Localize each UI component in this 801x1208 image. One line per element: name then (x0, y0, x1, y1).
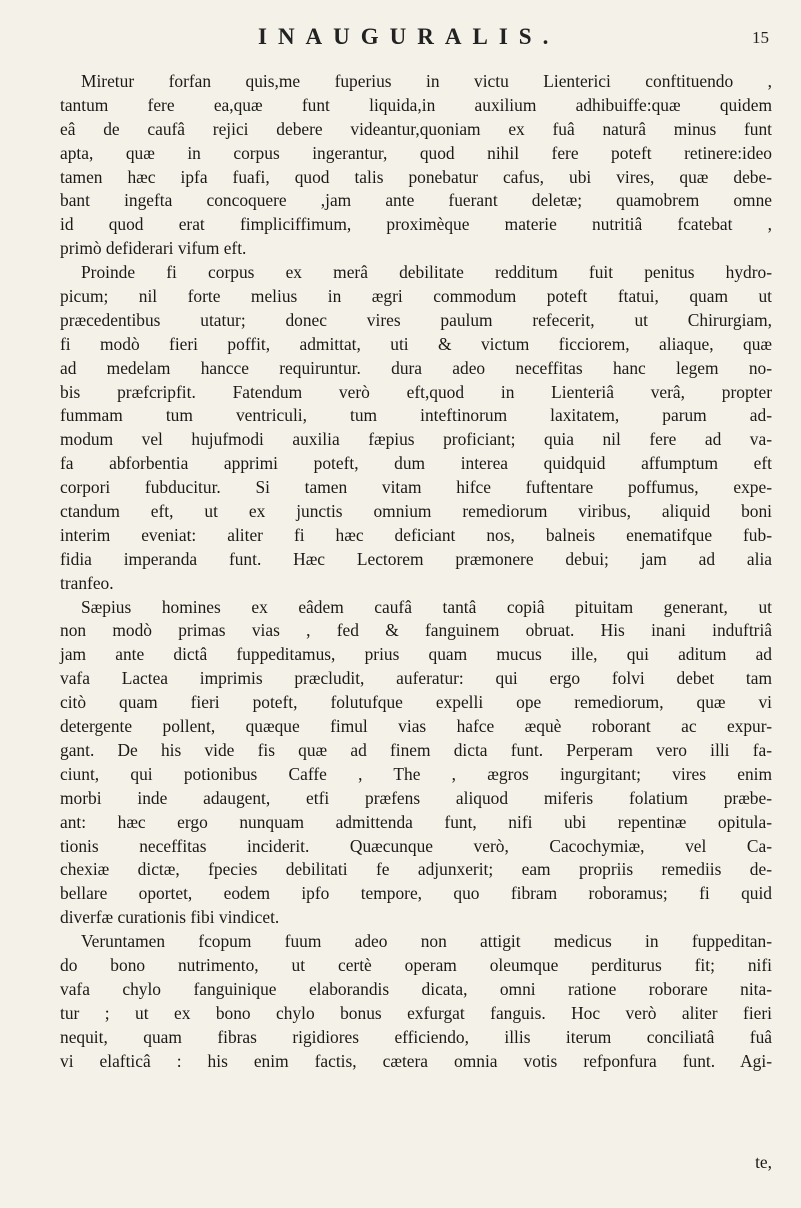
text-line: apta, quæ in corpus ingerantur, quod nihil fere poteft retinere:ideo (60, 142, 772, 163)
running-title: INAUGURALIS. (258, 24, 560, 49)
text-line: picum; nil forte melius in ægri commodum poteft ftatui, quam ut (60, 286, 772, 307)
page-number: 15 (752, 28, 769, 47)
text-line: modum vel hujufmodi auxilia fæpius proficiant; quia nil fere ad va- (60, 429, 772, 450)
text-line: interim eveniat: aliter fi hæc deficiant nos, balneis enematifque fub- (60, 524, 772, 545)
text-line: detergente pollent, quæque fimul vias hafce æquè roborant ac expur- (60, 716, 772, 737)
text-line: ant: hæc ergo nunquam admittenda funt, nifi ubi repentinæ opitula- (60, 811, 772, 832)
text-line: citò quam fieri poteft, folutufque expelli ope remediorum, quæ vi (60, 692, 772, 713)
text-line: jam ante dictâ fuppeditamus, prius quam mucus ille, qui aditum ad (60, 644, 772, 665)
text-line: Sæpius homines ex eâdem caufâ tantâ copiâ pituitam generant, ut (81, 596, 772, 617)
text-line: bellare oportet, eodem ipfo tempore, quo fibram roboramus; fi quid (60, 883, 772, 904)
text-line: Miretur forfan quis,me fuperius in victu Lienterici conftituendo , (81, 71, 772, 91)
body-text (60, 70, 772, 1073)
text-line: gant. De his vide fis quæ ad finem dicta funt. Perperam vero illi fa- (60, 739, 772, 760)
text-line: tamen hæc ipfa fuafi, quod talis ponebatur cafus, ubi vires, quæ debe- (60, 166, 772, 187)
text-line: Veruntamen fcopum fuum adeo non attigit medicus in fuppeditan- (81, 931, 772, 952)
text-line: ciunt, qui potionibus Caffe , The , ægros ingurgitant; vires enim (60, 763, 772, 784)
text-line: ctandum eft, ut ex junctis omnium remediorum viribus, aliquid boni (60, 501, 772, 522)
text-line: eâ de caufâ rejici debere videantur,quoniam ex fuâ naturâ minus funt (60, 118, 772, 139)
text-line: vi elafticâ : his enim factis, cætera omnia votis refponfura funt. Agi- (60, 1050, 772, 1071)
text-line: præcedentibus utatur; donec vires paulum refecerit, ut Chirurgiam, (60, 309, 772, 330)
text-line: do bono nutrimento, ut certè operam oleumque perditurus fit; nifi (60, 954, 772, 975)
text-line: primò defiderari vifum eft. (60, 238, 247, 259)
text-line: chexiæ dictæ, fpecies debilitati fe adjunxerit; eam propriis remediis de- (60, 859, 772, 880)
text-line: id quod erat fimpliciffimum, proximèque materie nutritiâ fcatebat , (60, 214, 772, 235)
text-line: fidia imperanda funt. Hæc Lectorem præmonere debui; jam ad alia (60, 548, 772, 569)
text-line: fummam tum ventriculi, tum inteftinorum laxitatem, parum ad- (60, 405, 772, 426)
text-line: vafa chylo fanguinique elaborandis dicata, omni ratione roborare nita- (60, 978, 772, 999)
catchword-line (60, 1150, 772, 1174)
text-line: nequit, quam fibras rigidiores efficiendo, illis iterum conciliatâ fuâ (60, 1026, 772, 1047)
text-line: morbi inde adaugent, etfi præfens aliquod miferis folatium præbe- (60, 787, 772, 808)
text-line: bis præfcripfit. Fatendum verò eft,quod in Lienteriâ verâ, propter (60, 381, 772, 402)
text-line: tantum fere ea,quæ funt liquida,in auxilium adhibuiffe:quæ quidem (60, 94, 772, 115)
text-line: diverfæ curationis fibi vindicet. (60, 907, 280, 928)
text-line: fa abforbentia apprimi poteft, dum interea quidquid affumptum eft (60, 453, 772, 474)
text-line: tionis neceffitas inciderit. Quæcunque verò, Cacochymiæ, vel Ca- (60, 835, 772, 856)
text-line: Proinde fi corpus ex merâ debilitate redditum fuit penitus hydro- (81, 262, 772, 283)
text-line: bant ingefta concoquere ,jam ante fuerant deletæ; quamobrem omne (60, 190, 772, 211)
catchword: te, (755, 1152, 772, 1172)
text-line: corpori fubducitur. Si tamen vitam hifce fuftentare poffumus, expe- (60, 477, 772, 498)
text-line: tur ; ut ex bono chylo bonus exfurgat fanguis. Hoc verò aliter fieri (60, 1002, 772, 1023)
text-line: ad medelam hancce requiruntur. dura adeo neceffitas hanc legem no- (60, 357, 772, 378)
text-line: non modò primas vias , fed & fanguinem obruat. His inani induftriâ (60, 620, 772, 641)
text-line: tranfeo. (60, 572, 114, 593)
text-line: vafa Lactea imprimis præcludit, auferatur: qui ergo folvi debet tam (60, 668, 772, 689)
page-header (0, 18, 801, 58)
text-line: fi modò fieri poffit, admittat, uti & victum ficciorem, aliaque, quæ (60, 333, 772, 354)
